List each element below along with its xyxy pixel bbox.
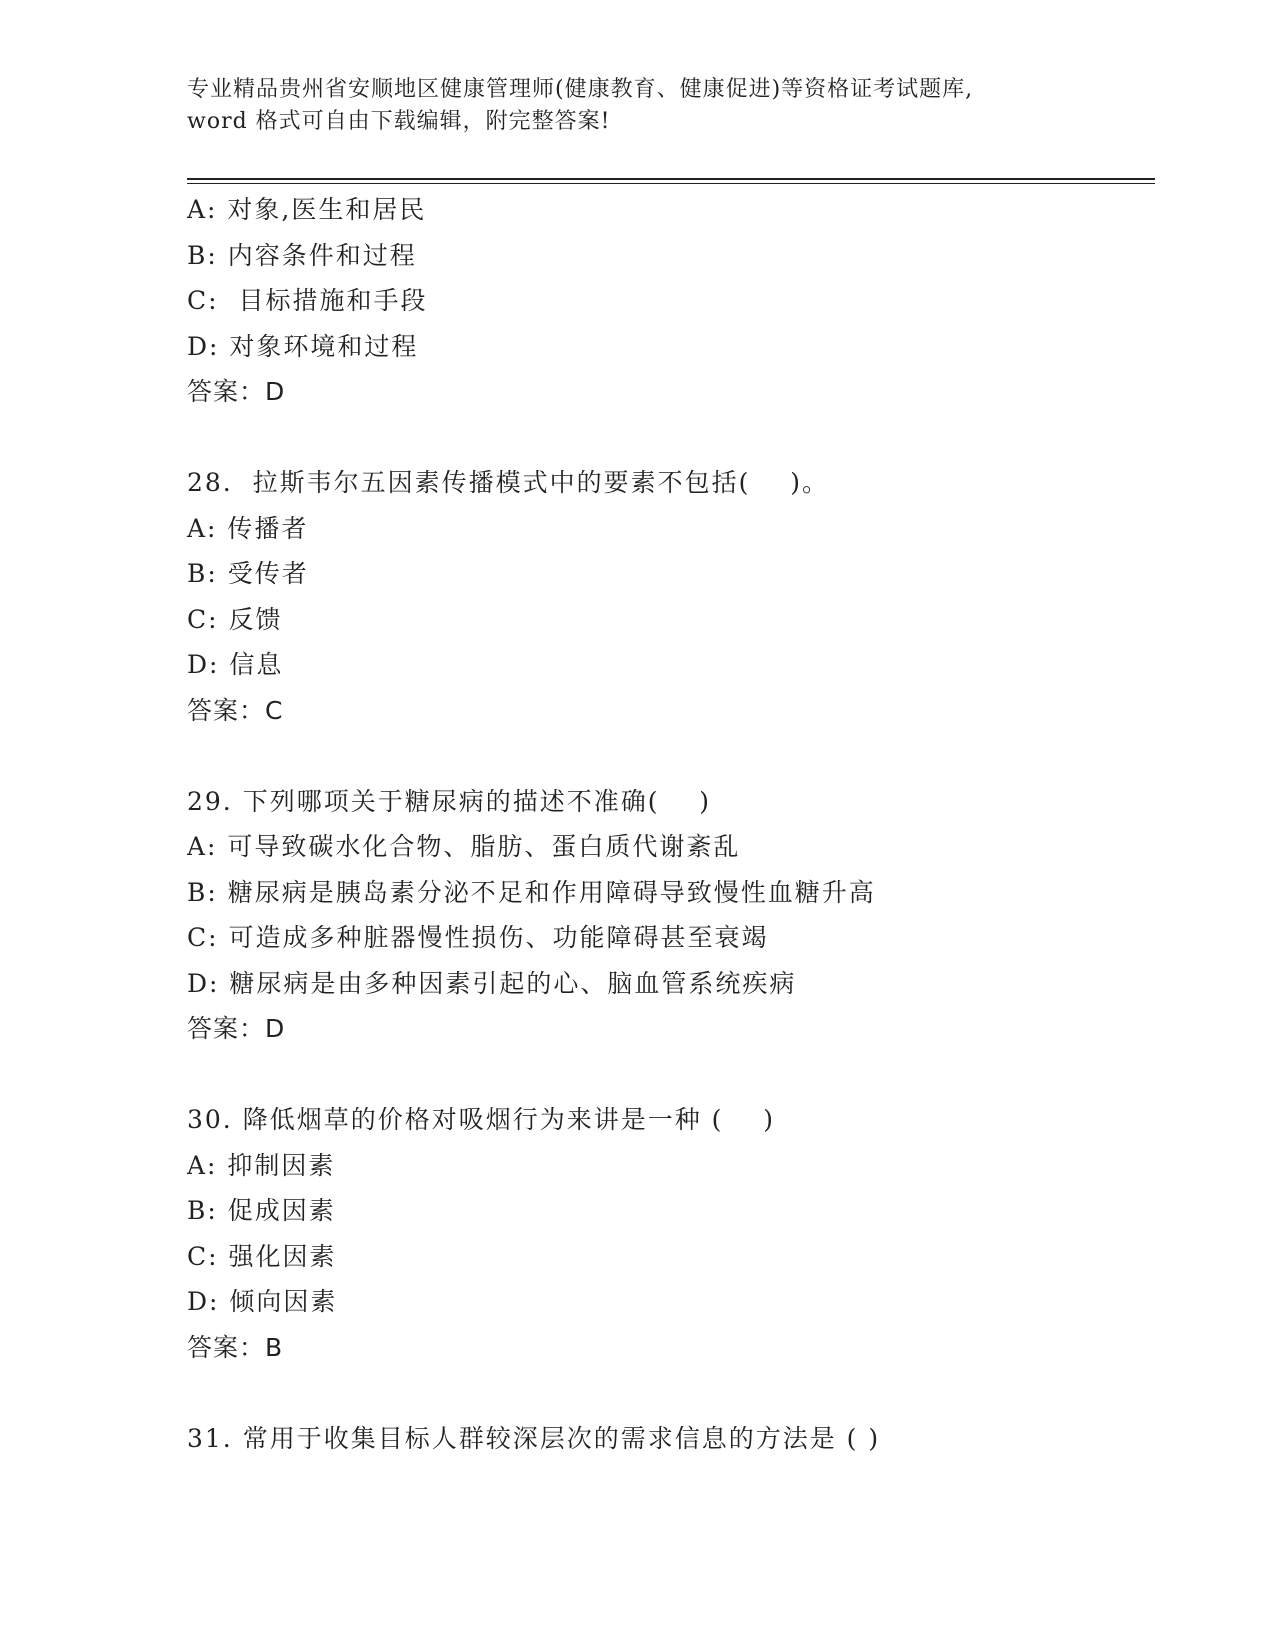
option-c: C: 目标措施和手段	[187, 286, 428, 315]
option-c: C: 强化因素	[187, 1241, 337, 1271]
option-b: B: 促成因素	[187, 1196, 336, 1225]
option-a: A: 可导致碳水化合物、脂肪、蛋白质代谢紊乱	[187, 832, 741, 861]
question-block-prev	[187, 187, 1147, 415]
option-a: A: 传播者	[187, 513, 309, 543]
option-c: C: 可造成多种脏器慢性损伤、功能障碍甚至衰竭	[187, 923, 769, 952]
question-list	[187, 187, 1147, 1461]
option-d: D: 糖尿病是由多种因素引起的心、脑血管系统疾病	[187, 968, 797, 998]
option-a: A: 抑制因素	[187, 1150, 336, 1180]
option-d: D: 倾向因素	[187, 1287, 338, 1316]
option-b: B: 糖尿病是胰岛素分泌不足和作用障碍导致慢性血糖升高	[187, 877, 876, 907]
question-text: 31. 常用于收集目标人群较深层次的需求信息的方法是 ( )	[187, 1423, 881, 1453]
option-d: D: 对象环境和过程	[187, 331, 419, 361]
answer-line: 答案：D	[187, 1014, 286, 1043]
question-block-30	[187, 1097, 1147, 1370]
question-block-29	[187, 779, 1147, 1052]
question-block-28	[187, 460, 1147, 733]
answer-line: 答案：C	[187, 695, 284, 725]
spacer	[187, 733, 1147, 779]
option-c: C: 反馈	[187, 604, 283, 634]
header-line-2: word 格式可自由下载编辑，附完整答案!	[187, 109, 611, 134]
question-text: 28. 拉斯韦尔五因素传播模式中的要素不包括( )。	[187, 468, 829, 497]
option-d: D: 信息	[187, 650, 284, 679]
spacer	[187, 1052, 1147, 1098]
answer-line: 答案：D	[187, 377, 286, 406]
header-rule-thin	[187, 183, 1155, 184]
option-b: B: 受传者	[187, 559, 309, 588]
spacer	[187, 415, 1147, 461]
question-text: 30. 降低烟草的价格对吸烟行为来讲是一种 ( )	[187, 1105, 775, 1134]
document-header	[187, 74, 1087, 138]
question-text: 29. 下列哪项关于糖尿病的描述不准确( )	[187, 786, 712, 816]
answer-line: 答案：B	[187, 1332, 284, 1362]
question-block-31	[187, 1416, 1147, 1462]
option-b: B: 内容条件和过程	[187, 240, 417, 270]
spacer	[187, 1370, 1147, 1416]
header-line-1: 专业精品贵州省安顺地区健康管理师(健康教育、健康促进)等资格证考试题库,	[187, 77, 974, 102]
header-rule-thick	[187, 178, 1155, 180]
option-a: A: 对象,医生和居民	[187, 195, 427, 224]
